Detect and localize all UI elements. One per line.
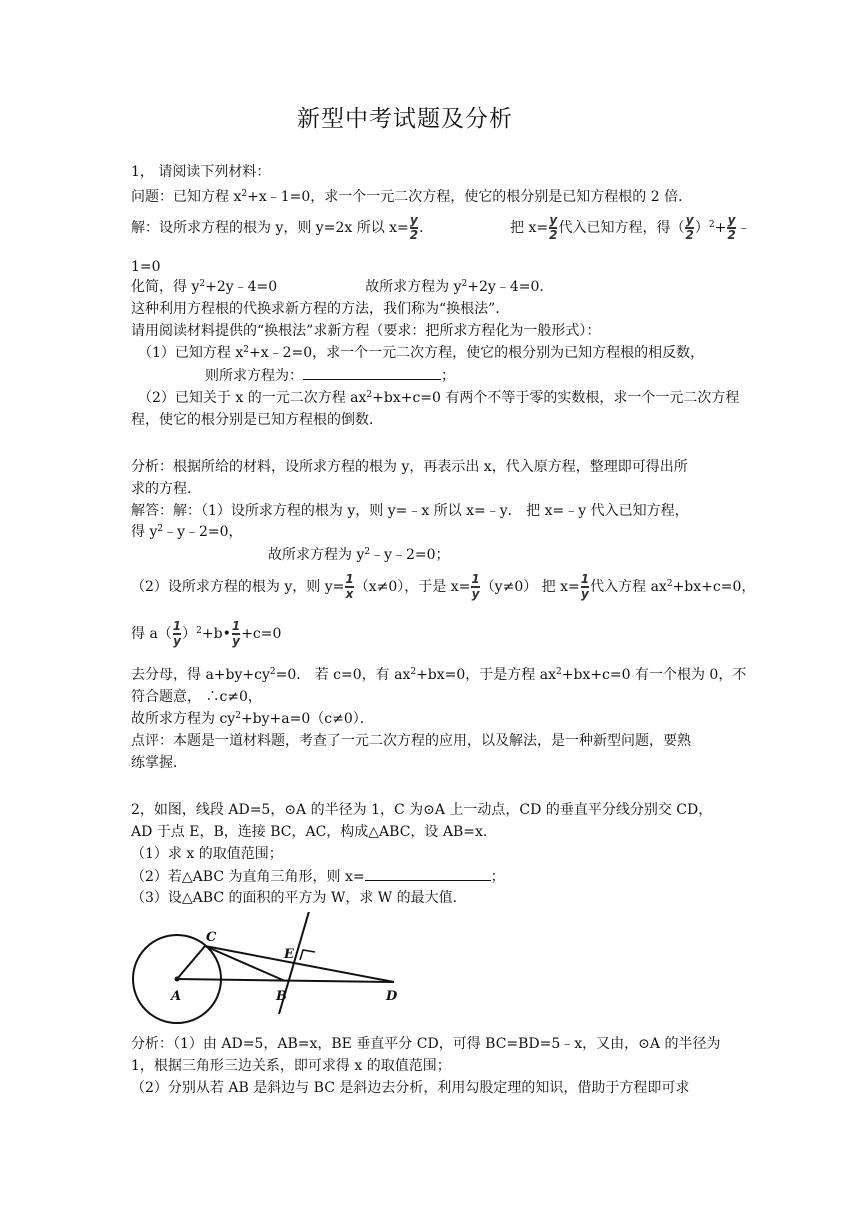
fraction-1-over-y: $\frac{1}{y}$ [471, 572, 480, 601]
answer-blank-line: 则所求方程为： ； [205, 365, 455, 386]
label-d: D [386, 989, 398, 1004]
answer-blank[interactable] [303, 365, 441, 380]
label-b: B [276, 989, 287, 1004]
simplify-line: 化简，得 $y^2+2y﹣4=0$ 故所求方程为 $y^2+2y﹣4=0$． [131, 279, 554, 295]
answer-3: 故所求方程为 $y^2﹣y﹣2=0$； [268, 547, 450, 563]
q2-sub-2: （2）若△ABC 为直角三角形，则 x= ； [131, 866, 505, 887]
comment-2: 练掌握． [131, 755, 187, 771]
fraction-1-over-x: $\frac{1}{x}$ [345, 572, 354, 601]
label-e: E [284, 947, 294, 962]
q2-analysis-2: 1，根据三角形三边关系，即可求得 x 的取值范围； [131, 1058, 451, 1074]
question-2: （2）已知关于 x 的一元二次方程 $ax^2+bx+c=0$ 有两个不等于零的实数根，求一个一元二次方程 [138, 390, 740, 406]
instruction: 请用阅读材料提供的“换根法”求新方程（要求：把所求方程化为一般形式）： [131, 323, 601, 339]
fraction-y-over-2: $\frac{y}{2}$ [549, 213, 558, 242]
right-angle-mark [300, 950, 315, 960]
fraction-1-over-y: $\frac{1}{y}$ [580, 572, 590, 601]
denominator-line: 去分母，得 $a+by+cy^2=0$． 若 c=0，有 $ax^2+bx=0$，于是方程 $ax^2+bx+c=0$ 有一个根为 0，不 [131, 667, 747, 683]
answer-2: 得 $y^2﹣y﹣2=0$， [131, 524, 243, 540]
geometry-figure [128, 912, 418, 1032]
analysis-2: 求的方程． [131, 481, 201, 497]
label-a: A [171, 989, 182, 1004]
material-problem: 问题：已知方程 $x^2+x﹣1=0$，求一个一元二次方程，使它的根分别是已知方程根的 2 倍． [131, 189, 693, 205]
q2-analysis-1: 分析：（1）由 AD=5，AB=x，BE 垂直平分 CD，可得 BC=BD=5﹣x，又由，⊙A 的半径为 [131, 1036, 721, 1052]
method-note: 这种利用方程根的代换求新方程的方法，我们称为“换根法”． [131, 301, 510, 317]
fraction-y-over-2: $\frac{y}{2}$ [727, 213, 736, 242]
segment-ac [177, 946, 205, 979]
segment-cb [205, 946, 285, 981]
segment-cd [205, 946, 394, 982]
fraction-y-over-2: $\frac{y}{2}$ [409, 213, 419, 242]
document-title: 新型中考试题及分析 [297, 106, 513, 132]
analysis-1: 分析：根据所给的材料，设所求方程的根为 y，再表示出 x，代入原方程，整理即可得出所 [131, 459, 688, 475]
material-solution: 解：设所求方程的根为 y，则 y=2x 所以 x= $\frac{y}{2}$ ． 把 x= $\frac{y}{2}$ 代入已知方程，得（ $\frac{y}{2}$ ）$^2$+ $\frac{y}{2}$ ﹣ [131, 213, 751, 242]
q2-analysis-3: （2）分别从若 AB 是斜边与 BC 是斜边去分析，利用勾股定理的知识，借助于方程即可求 [131, 1080, 690, 1096]
answer-1: 解答：解：（1）设所求方程的根为 y，则 y=﹣x 所以 x=﹣y． 把 x=﹣y 代入已知方程， [131, 503, 689, 519]
part-2-get: 得 a（ $\frac{1}{y}$ ）$^2$+b• $\frac{1}{y}$ +c=0 [131, 619, 282, 648]
question-2-cont: 程，使它的根分别是已知方程根的倒数． [131, 412, 383, 428]
equation-tail: 1=0 [131, 259, 161, 275]
denominator-line-2: 符合题意， ∴c≠0， [131, 689, 262, 705]
segment-ad [177, 979, 394, 982]
q2-sub-1: （1）求 x 的取值范围； [131, 846, 283, 862]
comment-1: 点评：本题是一道材料题，考查了一元二次方程的应用，以及解法，是一种新型问题，要熟 [131, 733, 691, 749]
question-1: （1）已知方程 $x^2+x﹣2=0$，求一个一元二次方程，使它的根分别为已知方程根的相反数， [138, 345, 705, 361]
part-2-substitution: （2）设所求方程的根为 y，则 y= $\frac{1}{x}$ （x≠0），于是 x= $\frac{1}{y}$ （y≠0） 把 x= $\frac{1}{y}$ 代入方程 $ax^2+bx+c=0$， [131, 572, 756, 601]
fraction-1-over-y: $\frac{1}{y}$ [172, 619, 182, 648]
answer-blank[interactable] [365, 866, 491, 881]
fraction-y-over-2: $\frac{y}{2}$ [685, 213, 694, 242]
fraction-1-over-y: $\frac{1}{y}$ [231, 619, 241, 648]
final-equation: 故所求方程为 $cy^2+by+a=0(c\ne 0)$． [131, 711, 374, 727]
point-a [175, 977, 180, 982]
q2-line-1: 2，如图，线段 AD=5，⊙A 的半径为 1，C 为⊙A 上一动点，CD 的垂直平分线分别交 CD， [131, 802, 713, 818]
label-c: C [206, 930, 217, 945]
q1-heading: 1， 请阅读下列材料： [131, 164, 271, 180]
q2-sub-3: （3）设△ABC 的面积的平方为 W，求 W 的最大值． [131, 890, 467, 906]
q2-line-2: AD 于点 E，B，连接 BC，AC，构成△ABC，设 AB=x． [131, 824, 497, 840]
